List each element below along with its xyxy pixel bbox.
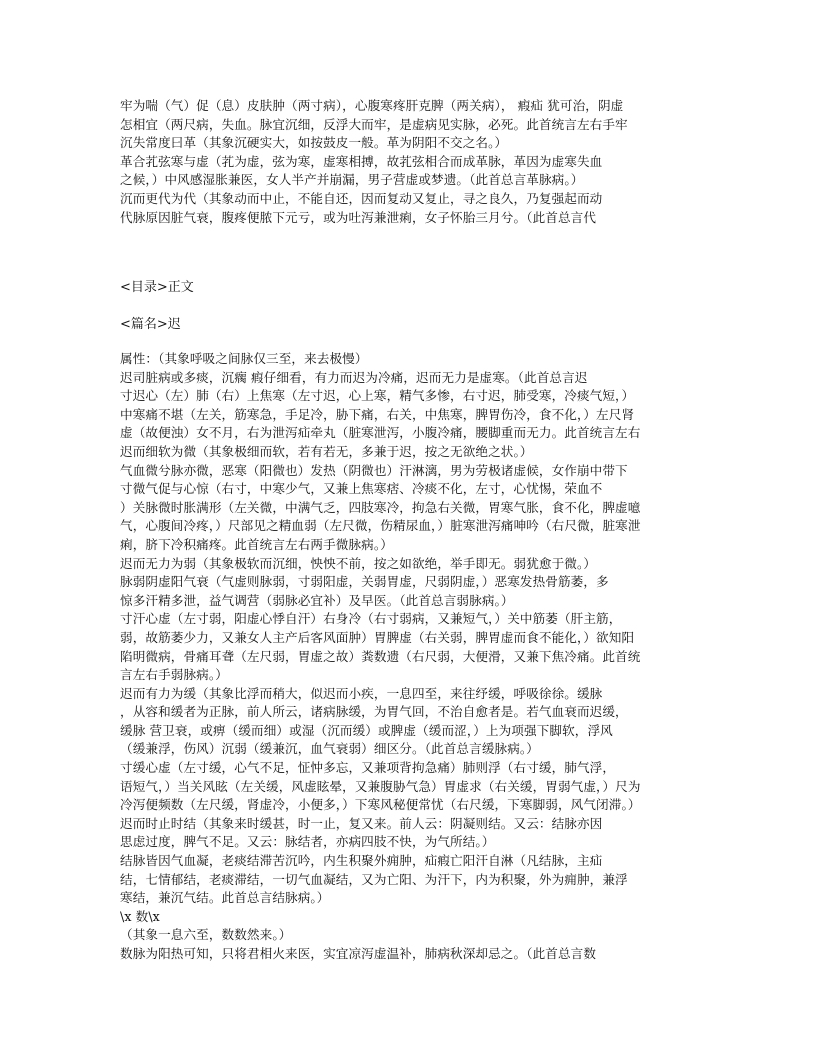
text-line: 属性：（其象呼吸之间脉仅三至，来去极慢） bbox=[120, 351, 368, 366]
text-line: 言左右手弱脉病。） bbox=[120, 667, 228, 683]
text-line: 牢为喘（气）促（息）皮肤肿（两寸病），心腹寒疼肝克脾（两关病）， 瘕疝 犹可治，阴虚 bbox=[120, 98, 624, 113]
text-line: 寸迟心（左）肺（右）上焦寒（左寸迟，心上寒，精气多惨，右寸迟，肺受寒，冷痰气短，） bbox=[120, 388, 635, 404]
text-line: 结，七情郁结，老痰滞结，一切气血凝结，又为亡阳、为汗下，内为积聚，外为痈肿，兼浮 bbox=[120, 871, 628, 887]
text-line: 怎相宜（两尺病，失血。脉宜沉细，反浮大而牢，是虚病见实脉，必死。此首统言左右手牢 bbox=[120, 116, 628, 132]
toc-heading: <目录>正文 bbox=[120, 280, 194, 295]
text-line: 中寒痛不堪（左关，筋寒急，手足冷，胁下痛，右关，中焦寒，脾胃伤冷，食不化，）左尺肾 bbox=[120, 406, 635, 422]
text-line: （缓兼浮，伤风）沉弱（缓兼沉，血气衰弱）细区分。（此首总言缓脉病。） bbox=[120, 741, 539, 757]
text-line: 思虑过度，脾气不足。又云：脉结者，亦病四肢不快，为气所结。） bbox=[120, 834, 495, 850]
top-passage bbox=[120, 97, 700, 227]
text-line: 寸微气促与心惊（右寸，中寒少气，又兼上焦寒痞、冷痰不化，左寸，心忧惕，荣血不 bbox=[120, 481, 603, 497]
text-line: ）关脉微时胀满形（左关微，中满气乏，四肢寒冷，拘急右关微，胃寒气胀，食不化，脾虚噫 bbox=[120, 499, 641, 515]
text-line: 气血微兮脉亦微，恶寒（阳微也）发热（阴微也）汗淋漓，男为劳极诸虚候，女作崩中带下 bbox=[120, 462, 628, 478]
text-line: 迟而有力为缓（其象比浮而稍大，似迟而小疾，一息四至，来往纾缓，呼吸徐徐。缓脉 bbox=[120, 685, 603, 701]
text-line: 语短气，）当关风眩（左关缓，风虚眩晕，又兼腹胁气急）胃虚求（右关缓，胃弱气虚，）尺为 bbox=[120, 778, 641, 794]
text-line: （其象一息六至，数数然来。） bbox=[120, 927, 292, 943]
text-line: 缓脉 营卫衰，或痹（缓而细）或湿（沉而缓）或脾虚（缓而涩，）上为项强下脚软，浮风 bbox=[120, 722, 613, 738]
text-line: 痢，脐下冷积痛疼。此首统言左右两手微脉病。） bbox=[120, 536, 393, 552]
text-line: 冷泻便频数（左尺缓，肾虚冷，小便多，）下寒风秘便常忧（右尺缓，下寒脚弱，风气闭滞。） bbox=[120, 797, 641, 813]
chapter-heading: <篇名>迟 bbox=[120, 317, 181, 332]
text-line: 之候，）中风感湿胀兼医，女人半产并崩漏，男子营虚或梦遗。（此首总言革脉病。） bbox=[120, 172, 584, 188]
text-line: 迟而时止时结（其象来时缓甚，时一止，复又来。前人云：阴凝则结。又云：结脉亦因 bbox=[120, 815, 603, 831]
text-line: 气，心腹间冷疼，）尺部见之精血弱（左尺微，伤精尿血，）脏寒泄泻痛呻吟（右尺微，脏寒泄 bbox=[120, 518, 641, 534]
text-line: 迟司脏病或多痰，沉瘸 瘕仔细看，有力而迟为冷痛，迟而无力是虚寒。（此首总言迟 bbox=[120, 369, 588, 385]
text-line: 寒结，兼沉气结。此首总言结脉病。） bbox=[120, 890, 330, 906]
text-line: 革合芤弦寒与虚（芤为虚，弦为寒，虚寒相搏，故芤弦相合而成革脉，革因为虚寒失血 bbox=[120, 153, 603, 169]
text-line: \x 数\x bbox=[120, 908, 160, 924]
text-line: 虚（故便浊）女不月，右为泄泻疝牵丸（脏寒泄泻，小腹冷痛，腰脚重而无力。此首统言左右 bbox=[120, 425, 641, 441]
text-line: 迟而无力为弱（其象极软而沉细，怏怏不前，按之如欲绝，举手即无。弱犹愈于微。） bbox=[120, 555, 597, 571]
text-line: 沉失常度曰革（其象沉硬实大，如按鼓皮一般。革为阴阳不交之名。） bbox=[120, 135, 508, 151]
chapter-body bbox=[120, 350, 700, 964]
text-line: 寸缓心虚（左寸缓，心气不足，怔忡多忘，又兼项背拘急痛）肺则浮（右寸缓，肺气浮， bbox=[120, 760, 616, 776]
text-line: 沉而更代为代（其象动而中止，不能自还，因而复动又复止，寻之良久，乃复强起而动 bbox=[120, 190, 603, 206]
text-line: 寸汗心虚（左寸弱，阳虚心悸自汗）右身冷（右寸弱病，又兼短气，）关中筋萎（肝主筋， bbox=[120, 611, 622, 627]
text-line: 陷明微病，骨痛耳聋（左尺弱，胃虚之故）粪数遗（右尺弱，大便滑，又兼下焦冷痛。此首统 bbox=[120, 648, 641, 664]
text-line: ，从容和缓者为正脉，前人所云，诸病脉缓，为胃气回，不治自愈者是。若气血衰而迟缓， bbox=[120, 704, 628, 720]
text-line: 弱，故筋萎少力，又兼女人主产后客风面肿）胃脾虚（右关弱，脾胃虚而食不能化，）欲知阳 bbox=[120, 629, 635, 645]
text-line: 结脉皆因气血凝，老痰结滞苦沉吟，内生积聚外痈肿，疝瘕亡阳汗自淋（凡结脉，主疝 bbox=[120, 853, 603, 869]
text-line: 数脉为阳热可知，只将君相火来医，实宜凉泻虚温补，肺病秋深却忌之。（此首总言数 bbox=[120, 946, 597, 961]
text-line: 脉弱阴虚阳气衰（气虚则脉弱，寸弱阳虚，关弱胃虚，尺弱阴虚，）恶寒发热骨筋萎，多 bbox=[120, 574, 609, 590]
text-line: 迟而细软为微（其象极细而软，若有若无，多兼于迟，按之无欲绝之状。） bbox=[120, 443, 533, 459]
text-line: 惊多汗精多泄，益气调营（弱脉必宜补）及早医。（此首总言弱脉病。） bbox=[120, 592, 514, 608]
text-line: 代脉原因脏气衰，腹疼便脓下元亏，或为吐泻兼泄痢，女子怀胎三月兮。（此首总言代 bbox=[120, 209, 597, 225]
